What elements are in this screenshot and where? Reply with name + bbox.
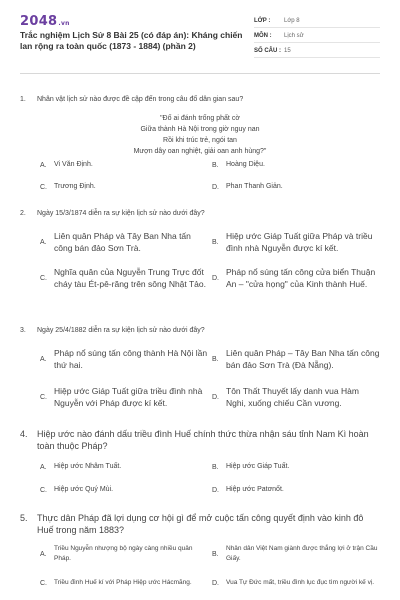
question-2 [20, 208, 380, 289]
option-a[interactable] [40, 160, 93, 170]
question-number: 1. [20, 96, 26, 103]
option-label: D. [212, 183, 219, 191]
option-text: Vua Tự Đức mất, triều đình lục đục tìm người kế vị. [226, 579, 375, 586]
option-label: B. [212, 550, 219, 558]
meta-value: Lớp 8 [284, 17, 300, 24]
poem-line: "Đố ai đánh trống phất cờ [160, 115, 240, 122]
header-divider [20, 73, 380, 74]
option-text: Hoàng Diệu. [226, 161, 265, 168]
option-b[interactable] [212, 347, 380, 371]
option-label: B. [212, 238, 219, 246]
option-label: A. [40, 161, 47, 169]
option-label: C. [40, 274, 47, 282]
option-label: C. [40, 393, 47, 401]
option-a[interactable] [40, 544, 210, 564]
question-4 [20, 428, 380, 494]
question-1 [20, 94, 380, 191]
option-label: D. [212, 393, 219, 401]
option-text: Pháp nổ súng tấn công thành Hà Nội lần thứ hai. [54, 348, 208, 370]
option-d[interactable] [212, 578, 380, 588]
option-label: B. [212, 463, 219, 471]
option-c[interactable] [40, 266, 210, 290]
question-text: Ngày 15/3/1874 diễn ra sự kiện lịch sử nào dưới đây? [37, 210, 205, 217]
logo-suffix: .vn [58, 20, 70, 27]
meta-table [254, 14, 380, 59]
option-label: A. [40, 550, 47, 558]
question-text: Hiệp ước nào đánh dấu triều đình Huế chính thức thừa nhận sáu tỉnh Nam Kì hoàn toàn thuộc Pháp? [37, 429, 369, 451]
option-text: Nghĩa quân của Nguyễn Trung Trực đốt cháy tàu Ét-pê-răng trên sông Nhật Tảo. [54, 267, 206, 289]
page-title: Trắc nghiệm Lịch Sử 8 Bài 25 (có đáp án): Kháng chiến lan rộng ra toàn quốc (1873 - 1884) (phần 2) [20, 30, 243, 51]
question-title [20, 94, 380, 105]
question-5 [20, 512, 380, 587]
option-text: Vi Văn Định. [54, 161, 93, 168]
option-label: B. [212, 161, 219, 169]
poem-line: Mượn dây oan nghiệt, giải oan anh hùng?" [133, 148, 267, 155]
option-text: Triều Nguyễn nhượng bộ ngày càng nhiều quân Pháp. [54, 545, 193, 562]
option-text: Phan Thanh Giản. [226, 183, 283, 190]
option-b[interactable] [212, 462, 289, 472]
meta-row-class [254, 14, 380, 28]
question-number: 4. [20, 429, 28, 439]
site-logo[interactable] [20, 14, 70, 29]
option-c[interactable] [40, 182, 96, 192]
option-d[interactable] [212, 182, 283, 192]
option-text: Hiệp ước Nhâm Tuất. [54, 463, 122, 470]
question-3 [20, 325, 380, 408]
option-label: C. [40, 183, 47, 191]
option-a[interactable] [40, 230, 210, 254]
option-text: Pháp nổ súng tấn công cửa biển Thuận An – "cửa họng" của Kinh thành Huế. [226, 267, 376, 289]
question-number: 2. [20, 210, 26, 217]
option-text: Hiệp ước Giáp Tuất giữa triều đình nhà Nguyễn với Pháp được kí kết. [54, 386, 203, 408]
option-label: D. [212, 274, 219, 282]
option-a[interactable] [40, 462, 121, 472]
option-label: A. [40, 463, 47, 471]
option-d[interactable] [212, 385, 380, 409]
folk-riddle [20, 113, 380, 157]
meta-row-subject [254, 29, 380, 43]
meta-key: MÔN : [254, 32, 272, 39]
option-text: Liên quân Pháp và Tây Ban Nha tấn công bán đảo Sơn Trà. [54, 231, 191, 253]
question-title [20, 428, 380, 452]
option-label: D. [212, 579, 219, 587]
option-label: C. [40, 579, 47, 587]
option-text: Tôn Thất Thuyết lấy danh vua Hàm Nghi, xuống chiếu Cần vương. [226, 386, 359, 408]
question-title [20, 512, 380, 536]
option-text: Hiệp ước Giáp Tuất giữa Pháp và triều đình nhà Nguyễn được kí kết. [226, 231, 373, 253]
option-text: Liên quân Pháp – Tây Ban Nha tấn công bán đảo Sơn Trà (Đà Nẵng). [226, 348, 380, 370]
option-a[interactable] [40, 347, 210, 371]
option-b[interactable] [212, 160, 265, 170]
poem-line: Giữa thành Hà Nội trong giờ nguy nan [140, 126, 260, 133]
question-number: 3. [20, 327, 26, 334]
option-text: Triều đình Huế kí với Pháp Hiệp ước Hácmăng. [54, 579, 192, 586]
option-label: B. [212, 355, 219, 363]
option-b[interactable] [212, 230, 380, 254]
document-header [0, 0, 400, 64]
option-b[interactable] [212, 544, 380, 564]
question-text: Ngày 25/4/1882 diễn ra sự kiện lịch sử nào dưới đây? [37, 327, 205, 334]
option-d[interactable] [212, 266, 380, 290]
meta-value: 15 [284, 47, 291, 54]
option-text: Trương Định. [54, 183, 96, 190]
question-title [20, 208, 380, 219]
option-c[interactable] [40, 485, 113, 495]
option-text: Hiệp ước Quý Mùi. [54, 486, 114, 493]
option-label: D. [212, 486, 219, 494]
question-number: 5. [20, 513, 28, 523]
option-c[interactable] [40, 578, 210, 588]
option-text: Hiệp ước Giáp Tuất. [226, 463, 290, 470]
option-c[interactable] [40, 385, 210, 409]
question-title [20, 325, 380, 336]
option-label: A. [40, 238, 47, 246]
question-text: Thực dân Pháp đã lợi dụng cơ hội gì để mở cuộc tấn công quyết định vào kinh đô Huế trong năm 1883? [37, 513, 364, 535]
question-text: Nhân vật lịch sử nào được đề cập đến trong câu đố dân gian sau? [37, 96, 244, 103]
poem-line: Rồi khi trúc trẻ, ngói tan [163, 137, 237, 144]
option-text: Nhân dân Việt Nam giành được thắng lợi ở trận Cầu Giấy. [226, 545, 378, 562]
option-label: A. [40, 355, 47, 363]
option-label: C. [40, 486, 47, 494]
meta-row-count [254, 44, 380, 58]
logo-text: 2048 [20, 14, 58, 29]
option-text: Hiệp ước Patơnốt. [226, 486, 284, 493]
option-d[interactable] [212, 485, 284, 495]
meta-value: Lịch sử [284, 32, 304, 39]
meta-key: LỚP : [254, 17, 271, 24]
meta-key: SỐ CÂU : [254, 47, 281, 54]
